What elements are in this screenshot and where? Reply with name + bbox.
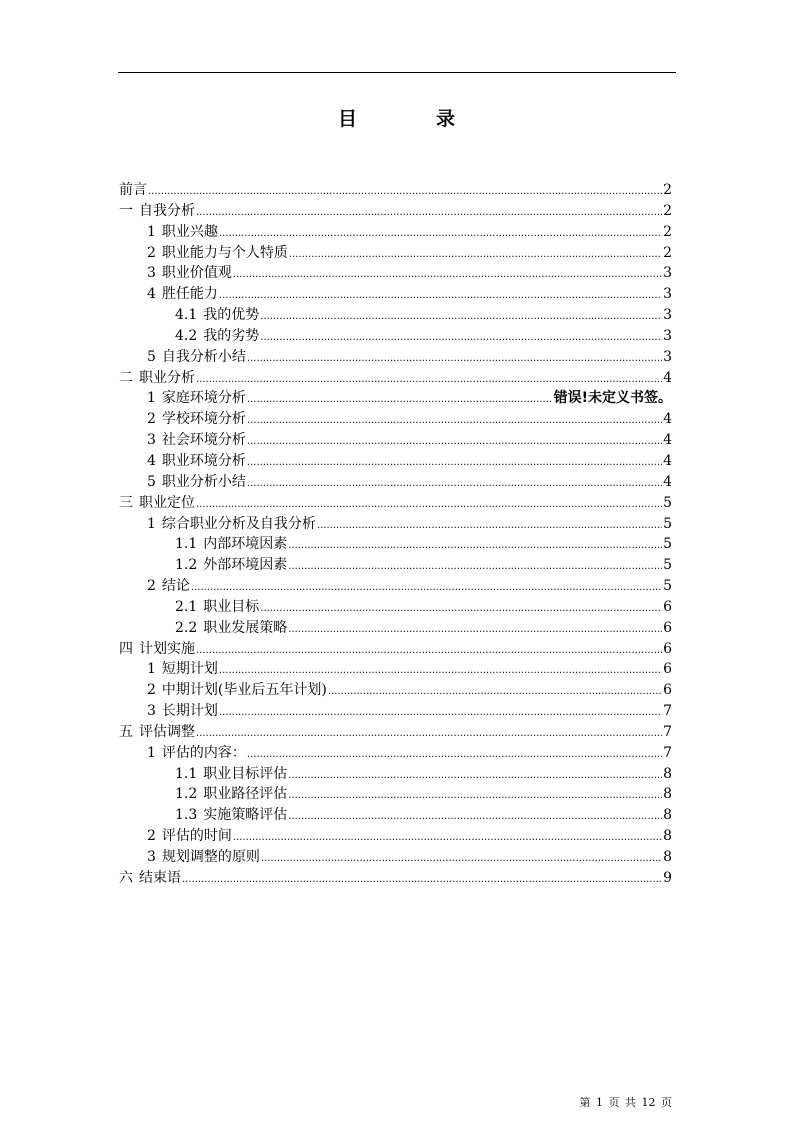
toc-entry[interactable] xyxy=(119,659,672,680)
toc-dot-leader xyxy=(260,328,662,349)
toc-entry-title xyxy=(175,305,259,326)
toc-dot-leader xyxy=(233,265,662,286)
toc-entry-number: 3 xyxy=(147,703,156,720)
toc-entry-number: 1.2 xyxy=(175,786,198,803)
toc-entry[interactable] xyxy=(119,555,672,576)
toc-page-number: 7 xyxy=(663,703,672,720)
toc-entry[interactable] xyxy=(119,180,672,201)
toc-entry-number: 1.1 xyxy=(175,765,198,782)
toc-entry[interactable] xyxy=(119,451,672,472)
toc-entry-title xyxy=(147,472,246,493)
toc-entry-number: 4.2 xyxy=(175,327,198,344)
toc-page-number: 3 xyxy=(663,327,672,344)
toc-entry[interactable] xyxy=(119,472,672,493)
toc-entry-number: 2.1 xyxy=(175,598,198,615)
toc-dot-leader xyxy=(247,453,662,474)
toc-entry-text: 自我分析 xyxy=(139,202,195,219)
toc-entry-text: 职业定位 xyxy=(139,494,195,511)
toc-entry-text: 职业价值观 xyxy=(161,265,232,282)
toc-entry-number: 5 xyxy=(147,348,156,365)
toc-entry-number: 一 xyxy=(119,202,133,219)
toc-entry-number: 3 xyxy=(147,849,156,865)
toc-page-number: 7 xyxy=(663,723,672,740)
toc-entry[interactable] xyxy=(119,493,672,514)
toc-entry-text: 外部环境因素 xyxy=(203,557,288,574)
toc-page-number: 2 xyxy=(663,202,672,219)
toc-entry-title xyxy=(147,659,218,680)
toc-entry-title xyxy=(119,868,181,889)
toc-page-number: 4 xyxy=(663,369,672,386)
toc-dot-leader xyxy=(196,203,662,224)
toc-entry-title xyxy=(147,284,218,305)
toc-dot-leader xyxy=(219,703,662,724)
toc-page-number: 7 xyxy=(663,744,672,761)
toc-entry-text: 我的劣势 xyxy=(203,327,260,344)
toc-page-number: 6 xyxy=(663,661,672,678)
toc-entry-title xyxy=(147,451,246,472)
table-of-contents xyxy=(119,180,672,889)
toc-entry[interactable] xyxy=(119,284,672,305)
toc-entry[interactable] xyxy=(119,326,672,347)
toc-entry-title xyxy=(147,388,246,409)
toc-entry-number: 1 xyxy=(147,744,156,761)
toc-page-number: 4 xyxy=(663,452,672,469)
toc-entry-text: 职业能力与个人特质 xyxy=(161,244,288,261)
toc-dot-leader xyxy=(196,641,662,662)
toc-entry-title xyxy=(147,409,246,430)
toc-entry-text: 职业分析小结 xyxy=(161,473,246,490)
toc-entry-text: 结束语 xyxy=(139,869,181,886)
toc-page-number: 6 xyxy=(663,640,672,657)
toc-entry-text: 家庭环境分析 xyxy=(161,390,246,407)
toc-page-number: 3 xyxy=(663,348,672,365)
toc-dot-leader xyxy=(219,661,662,682)
toc-page-number: 5 xyxy=(663,515,672,532)
toc-entry-title xyxy=(147,826,232,847)
toc-entry[interactable] xyxy=(119,868,672,889)
toc-dot-leader xyxy=(196,495,662,516)
toc-entry-text: 胜任能力 xyxy=(161,286,218,303)
toc-entry-number: 五 xyxy=(119,723,133,740)
toc-entry[interactable] xyxy=(119,368,672,389)
toc-dot-leader xyxy=(219,224,662,245)
toc-page-number: 5 xyxy=(663,557,672,574)
toc-entry-text: 前言 xyxy=(119,182,147,198)
toc-entry-title xyxy=(175,326,259,347)
toc-entry-title xyxy=(175,618,287,639)
toc-page-number: 5 xyxy=(663,536,672,553)
toc-entry-title xyxy=(119,722,195,743)
toc-dot-leader xyxy=(182,870,662,891)
toc-entry-title xyxy=(119,639,195,660)
toc-page-number: 4 xyxy=(663,432,672,449)
toc-entry[interactable] xyxy=(119,701,672,722)
toc-entry-number: 2 xyxy=(147,244,156,261)
toc-entry-text: 评估调整 xyxy=(139,723,195,740)
toc-entry-title xyxy=(147,680,327,701)
toc-page-number: 3 xyxy=(663,286,672,303)
toc-entry[interactable] xyxy=(119,305,672,326)
toc-page-number: 4 xyxy=(663,473,672,490)
toc-entry-number: 2 xyxy=(147,828,156,845)
toc-entry-text: 职业目标评估 xyxy=(203,765,288,782)
toc-entry-title xyxy=(147,743,246,764)
toc-entry-text: 综合职业分析及自我分析 xyxy=(161,515,316,532)
toc-entry-title xyxy=(175,534,287,555)
toc-entry-number: 3 xyxy=(147,432,156,449)
toc-dot-leader xyxy=(191,578,662,599)
toc-entry-number: 5 xyxy=(147,473,156,490)
toc-entry-number: 4 xyxy=(147,286,156,303)
toc-entry-number: 四 xyxy=(119,640,133,657)
toc-entry-text: 结论 xyxy=(161,578,190,595)
toc-entry-number: 2 xyxy=(147,682,156,699)
toc-entry-number: 4.1 xyxy=(175,307,198,324)
toc-entry-title xyxy=(147,701,218,722)
toc-dot-leader xyxy=(328,682,662,703)
toc-dot-leader xyxy=(247,349,662,370)
toc-entry-number: 1.1 xyxy=(175,536,198,553)
toc-entry-number: 1 xyxy=(147,661,156,678)
toc-entry[interactable] xyxy=(119,514,672,535)
toc-entry-number: 4 xyxy=(147,452,156,469)
toc-entry-title xyxy=(147,222,218,243)
toc-entry-number: 2 xyxy=(147,411,156,428)
toc-entry[interactable] xyxy=(119,639,672,660)
toc-entry-title xyxy=(147,514,316,535)
toc-page-number: 5 xyxy=(663,494,672,511)
page-footer: 第 1 页 共 12 页 xyxy=(579,1096,672,1109)
toc-entry-text: 短期计划 xyxy=(161,661,218,678)
toc-entry[interactable] xyxy=(119,222,672,243)
toc-entry-number: 2 xyxy=(147,578,156,595)
toc-dot-leader xyxy=(288,536,662,557)
toc-dot-leader xyxy=(260,599,662,620)
toc-entry[interactable] xyxy=(119,805,672,826)
toc-entry-title xyxy=(119,201,195,222)
toc-entry-number: 1 xyxy=(147,515,156,532)
toc-entry[interactable] xyxy=(119,826,672,847)
toc-entry-text: 我的优势 xyxy=(203,307,260,324)
toc-dot-leader xyxy=(317,516,662,537)
toc-entry-text: 评估的内容： xyxy=(161,744,246,761)
toc-dot-leader xyxy=(247,432,662,453)
toc-entry[interactable] xyxy=(119,847,672,868)
toc-dot-leader xyxy=(247,390,553,411)
toc-entry[interactable] xyxy=(119,597,672,618)
toc-entry[interactable] xyxy=(119,430,672,451)
toc-page-number: 5 xyxy=(663,578,672,595)
toc-dot-leader xyxy=(288,766,662,787)
toc-entry-text: 职业路径评估 xyxy=(203,786,288,803)
toc-entry-title xyxy=(175,805,287,826)
toc-dot-leader xyxy=(196,370,662,391)
toc-entry-title xyxy=(175,597,259,618)
toc-entry-title xyxy=(147,430,246,451)
toc-entry-title xyxy=(147,576,190,597)
toc-entry-title xyxy=(119,493,195,514)
toc-entry[interactable] xyxy=(119,576,672,597)
toc-entry-text: 自我分析小结 xyxy=(161,348,246,365)
toc-dot-leader xyxy=(289,245,662,266)
toc-entry-text: 实施策略评估 xyxy=(203,807,288,824)
toc-entry[interactable] xyxy=(119,722,672,743)
toc-entry[interactable] xyxy=(119,764,672,785)
toc-entry[interactable] xyxy=(119,618,672,639)
toc-entry[interactable] xyxy=(119,263,672,284)
toc-entry[interactable] xyxy=(119,680,672,701)
toc-entry[interactable] xyxy=(119,534,672,555)
toc-entry-text: 学校环境分析 xyxy=(161,411,246,428)
toc-dot-leader xyxy=(219,286,662,307)
toc-entry-text: 计划实施 xyxy=(139,640,195,657)
toc-entry-text: 职业发展策略 xyxy=(203,619,288,636)
toc-page-number: 8 xyxy=(663,807,672,824)
toc-dot-leader xyxy=(247,745,662,766)
toc-page-number: 4 xyxy=(663,411,672,428)
toc-entry-title xyxy=(175,784,287,805)
toc-entry-title xyxy=(175,555,287,576)
toc-dot-leader xyxy=(261,849,662,870)
toc-entry-text: 社会环境分析 xyxy=(161,432,246,449)
toc-dot-leader xyxy=(288,807,662,828)
toc-entry-text: 长期计划 xyxy=(161,703,218,720)
toc-entry-title xyxy=(147,847,260,868)
toc-entry-number: 1.3 xyxy=(175,807,198,824)
toc-dot-leader xyxy=(247,474,662,495)
toc-page-number: 8 xyxy=(663,849,672,865)
toc-dot-leader xyxy=(247,411,662,432)
toc-entry-text: 职业环境分析 xyxy=(161,452,246,469)
toc-entry-text: 评估的时间 xyxy=(161,828,232,845)
toc-entry-title xyxy=(175,764,287,785)
toc-entry-title xyxy=(119,180,147,201)
toc-page-number: 9 xyxy=(663,869,672,886)
toc-dot-leader xyxy=(196,724,662,745)
toc-page-number: 3 xyxy=(663,307,672,324)
toc-entry-number: 1 xyxy=(147,223,156,240)
toc-dot-leader xyxy=(288,620,662,641)
toc-dot-leader xyxy=(148,182,662,203)
toc-dot-leader xyxy=(233,828,662,849)
toc-dot-leader xyxy=(260,307,662,328)
toc-entry[interactable] xyxy=(119,201,672,222)
toc-entry[interactable] xyxy=(119,743,672,764)
toc-entry-text: 职业兴趣 xyxy=(161,223,218,240)
toc-page-number: 6 xyxy=(663,619,672,636)
toc-entry-title xyxy=(147,243,288,264)
toc-entry-title xyxy=(119,368,195,389)
toc-page-number: 6 xyxy=(663,682,672,699)
toc-entry-number: 1 xyxy=(147,390,156,407)
toc-dot-leader xyxy=(288,786,662,807)
toc-entry-text: 职业分析 xyxy=(139,369,195,386)
toc-entry-number: 2.2 xyxy=(175,619,198,636)
toc-bookmark-error: 错误!未定义书签。 xyxy=(553,390,672,407)
toc-page-number: 2 xyxy=(663,182,672,198)
toc-entry-title xyxy=(147,347,246,368)
toc-entry-number: 三 xyxy=(119,494,133,511)
toc-entry[interactable] xyxy=(119,347,672,368)
toc-page-number: 6 xyxy=(663,598,672,615)
toc-page-number: 8 xyxy=(663,828,672,845)
toc-entry-number: 1.2 xyxy=(175,557,198,574)
toc-page-number: 3 xyxy=(663,265,672,282)
toc-entry-text: 职业目标 xyxy=(203,598,260,615)
toc-page-number: 8 xyxy=(663,765,672,782)
toc-entry-number: 六 xyxy=(119,869,133,886)
toc-entry-text: 规划调整的原则 xyxy=(161,849,260,865)
toc-title: 目 录 xyxy=(337,108,485,130)
toc-entry-title xyxy=(147,263,232,284)
toc-page-number: 2 xyxy=(663,244,672,261)
toc-entry[interactable] xyxy=(119,388,672,409)
toc-entry-text: 内部环境因素 xyxy=(203,536,288,553)
toc-entry[interactable] xyxy=(119,243,672,264)
toc-page-number: 8 xyxy=(663,786,672,803)
toc-page-number: 2 xyxy=(663,223,672,240)
toc-entry-number: 3 xyxy=(147,265,156,282)
toc-entry[interactable] xyxy=(119,409,672,430)
header-rule xyxy=(118,72,676,73)
toc-entry-text: 中期计划(毕业后五年计划) xyxy=(161,682,327,699)
toc-dot-leader xyxy=(288,557,662,578)
toc-entry-number: 二 xyxy=(119,369,133,386)
toc-entry[interactable] xyxy=(119,784,672,805)
